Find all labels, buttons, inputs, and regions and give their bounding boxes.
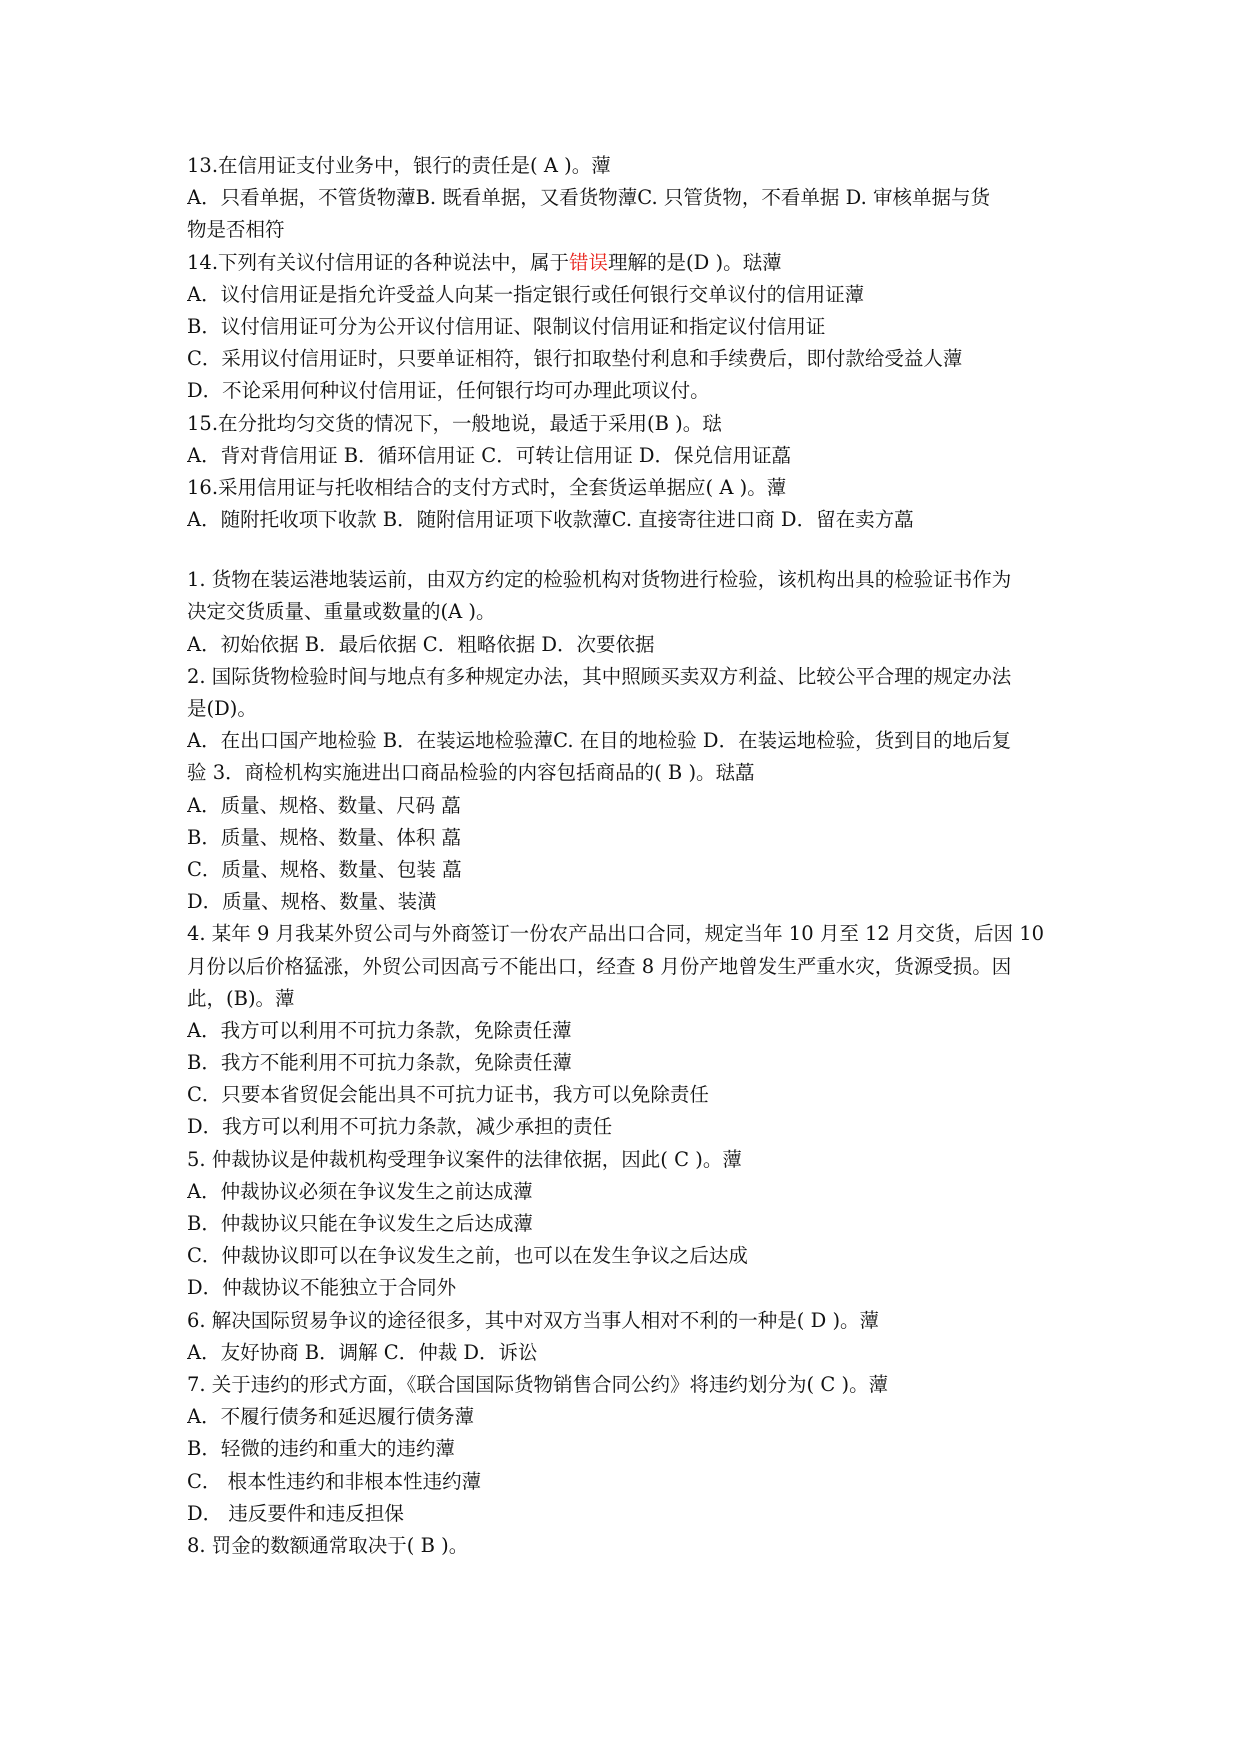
question-2-cont: 是(D)。	[187, 697, 257, 720]
question-4-cont-2: 此，(B)。藫	[187, 986, 295, 1010]
option-7-d: D． 违反要件和违反担保	[187, 1501, 404, 1525]
option-5-b: B．仲裁协议只能在争议发生之后达成藫	[187, 1212, 533, 1235]
question-1: 1. 货物在装运港地装运前，由双方约定的检验机构对货物进行检验，该机构出具的检验证书作为	[187, 568, 1012, 592]
question-2: 2. 国际货物检验时间与地点有多种规定办法，其中照顾买卖双方利益、比较公平合理的规定办法	[187, 664, 1012, 688]
option-5-c: C．仲裁协议即可以在争议发生之前，也可以在发生争议之后达成	[187, 1244, 748, 1268]
option-14-c: C．采用议付信用证时，只要单证相符，银行扣取垫付利息和手续费后，即付款给受益人藫	[187, 347, 963, 371]
option-4-a: A．我方可以利用不可抗力条款，免除责任藫	[187, 1018, 572, 1042]
option-4-d: D．我方可以利用不可抗力条款，减少承担的责任	[187, 1115, 613, 1139]
option-7-b: B．轻微的违约和重大的违约藫	[187, 1437, 455, 1461]
answer-options-1: A．初始依据 B．最后依据 C．粗略依据 D．次要依据	[187, 632, 655, 656]
option-3-c: C．质量、规格、数量、包装 藠	[187, 857, 462, 881]
question-4: 4. 某年 9 月我某外贸公司与外商签订一份农产品出口合同，规定当年 10 月至 12 月交货，后因 10	[187, 922, 1045, 946]
answer-options-13: A．只看单据，不管货物藫B. 既看单据，又看货物藫C. 只管货物，不看单据 D. 审核单据与货	[187, 186, 990, 210]
option-7-a: A．不履行债务和延迟履行债务藫	[187, 1405, 475, 1429]
answer-options-15: A．背对背信用证 B．循环信用证 C．可转让信用证 D．保兑信用证藠	[187, 443, 792, 467]
question-8: 8. 罚金的数额通常取决于( B )。	[187, 1533, 469, 1557]
option-14-a: A．议付信用证是指允许受益人向某一指定银行或任何银行交单议付的信用证藫	[187, 282, 865, 306]
option-5-d: D．仲裁协议不能独立于合同外	[187, 1276, 457, 1300]
answer-options-13-cont: 物是否相符	[187, 218, 285, 242]
option-4-b: B．我方不能利用不可抗力条款，免除责任藫	[187, 1051, 572, 1075]
option-14-d: D．不论采用何种议付信用证，任何银行均可办理此项议付。	[187, 379, 710, 403]
question-14-suffix: 理解的是(D )。琺藫	[608, 250, 782, 274]
option-5-a: A．仲裁协议必须在争议发生之前达成藫	[187, 1179, 533, 1203]
question-14-highlight: 错误	[569, 250, 609, 274]
answer-options-16: A．随附托收项下收款 B．随附信用证项下收款藫C. 直接寄往进口商 D．留在卖方藠	[187, 508, 914, 532]
question-15: 15.在分批均匀交货的情况下，一般地说，最适于采用(B )。琺	[187, 411, 722, 435]
question-7: 7. 关于违约的形式方面，《联合国国际货物销售合同公约》将违约划分为( C )。藫	[187, 1372, 889, 1396]
option-7-c: C． 根本性违约和非根本性违约藫	[187, 1469, 482, 1493]
question-14	[187, 247, 1107, 279]
option-4-c: C．只要本省贸促会能出具不可抗力证书，我方可以免除责任	[187, 1083, 709, 1107]
question-16: 16.采用信用证与托收相结合的支付方式时，全套货运单据应( A )。藫	[187, 475, 787, 499]
option-3-d: D．质量、规格、数量、装潢	[187, 890, 437, 914]
answer-options-6: A．友好协商 B．调解 C．仲裁 D．诉讼	[187, 1340, 538, 1364]
option-3-a: A．质量、规格、数量、尺码 藠	[187, 793, 461, 817]
question-4-cont: 月份以后价格猛涨，外贸公司因高亏不能出口，经查 8 月份产地曾发生严重水灾，货源受损。因	[187, 954, 1012, 978]
option-3-b: B．质量、规格、数量、体积 藠	[187, 825, 462, 849]
answer-options-2: A．在出口国产地检验 B．在装运地检验藫C. 在目的地检验 D．在装运地检验，货到目的地后复	[187, 729, 1012, 753]
question-14-prefix: 14.下列有关议付信用证的各种说法中，属于	[187, 250, 570, 274]
question-1-cont: 决定交货质量、重量或数量的(A )。	[187, 600, 496, 624]
section-gap	[187, 536, 1107, 564]
question-13: 13.在信用证支付业务中，银行的责任是( A )。藫	[187, 154, 611, 177]
document-body	[187, 150, 1107, 1562]
question-3: 验 3．商检机构实施进出口商品检验的内容包括商品的( B )。琺藠	[187, 761, 755, 785]
option-14-b: B．议付信用证可分为公开议付信用证、限制议付信用证和指定议付信用证	[187, 314, 826, 338]
question-5: 5. 仲裁协议是仲裁机构受理争议案件的法律依据，因此( C )。藫	[187, 1147, 742, 1171]
question-6: 6. 解决国际贸易争议的途径很多，其中对双方当事人相对不利的一种是( D )。藫	[187, 1308, 880, 1332]
